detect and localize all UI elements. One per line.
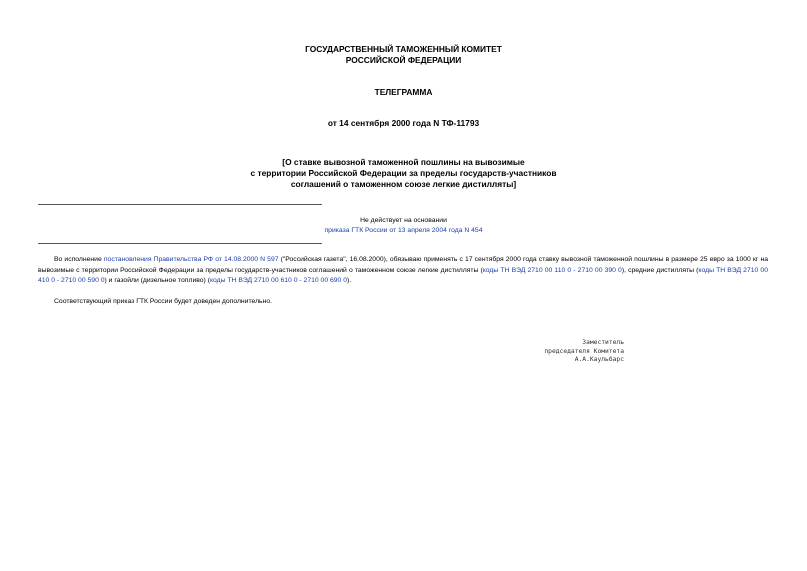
status-note-text: Не действует на основании — [360, 217, 447, 224]
document-type: ТЕЛЕГРАММА — [374, 87, 433, 97]
agency-line-2: РОССИЙСКОЙ ФЕДЕРАЦИИ — [345, 55, 462, 65]
signature-line-1: Заместитель — [582, 339, 624, 346]
p1-text-3: ), средние дистилляты ( — [621, 266, 699, 274]
divider-bottom — [38, 243, 322, 244]
status-note-link[interactable]: приказа ГТК России от 13 апреля 2004 года N 454 — [324, 227, 483, 234]
body-paragraph-2: Соответствующий приказ ГТК России будет доведен дополнительно. — [54, 298, 272, 305]
title-line-2: с территории Российской Федерации за пределы государств-участников — [250, 168, 557, 178]
p1-text-1: Во исполнение — [54, 256, 104, 263]
p1-text-4: ) и газойли (дизельное топливо) ( — [104, 277, 210, 285]
title-line-3: соглашений о таможенном союзе легкие дистилляты] — [290, 179, 517, 189]
signature-line-3: А.А.Каульбарс — [574, 356, 624, 364]
decree-link[interactable]: постановления Правительства РФ от 14.08.2000 N 597 — [103, 256, 279, 263]
p1-text-5: ). — [347, 277, 352, 285]
agency-name — [0, 44, 807, 66]
gasoil-codes-link[interactable]: коды ТН ВЭД 2710 00 610 0 - 2710 00 690 0 — [209, 277, 348, 285]
body-paragraph-1 — [38, 255, 768, 287]
document-date-number: от 14 сентября 2000 года N ТФ-11793 — [327, 118, 480, 128]
document-title — [0, 157, 807, 190]
title-line-1: [О ставке вывозной таможенной пошлины на вывозимые — [282, 157, 525, 167]
signature-line-2: председателя Комитета — [544, 347, 624, 355]
status-note — [0, 216, 807, 236]
p1-text-2: ("Российская газета", 16.08.2000), обязываю применять с 17 сентября 2000 года ставку вывозной таможенной пошлины в размере 25 евро за 1000 кг на вывозимые с территории Российской Федерации за пределы государств-участников соглашений о таможенном союзе легкие дистилляты ( — [38, 256, 768, 274]
signature-block — [536, 339, 624, 365]
divider-top — [38, 204, 322, 205]
light-distillates-codes-link[interactable]: коды ТН ВЭД 2710 00 110 0 - 2710 00 390 0 — [482, 266, 622, 274]
agency-line-1: ГОСУДАРСТВЕННЫЙ ТАМОЖЕННЫЙ КОМИТЕТ — [305, 44, 502, 54]
middle-distillates-codes-link[interactable]: коды ТН ВЭД 2710 00 410 0 - 2710 00 590 0 — [38, 266, 768, 285]
